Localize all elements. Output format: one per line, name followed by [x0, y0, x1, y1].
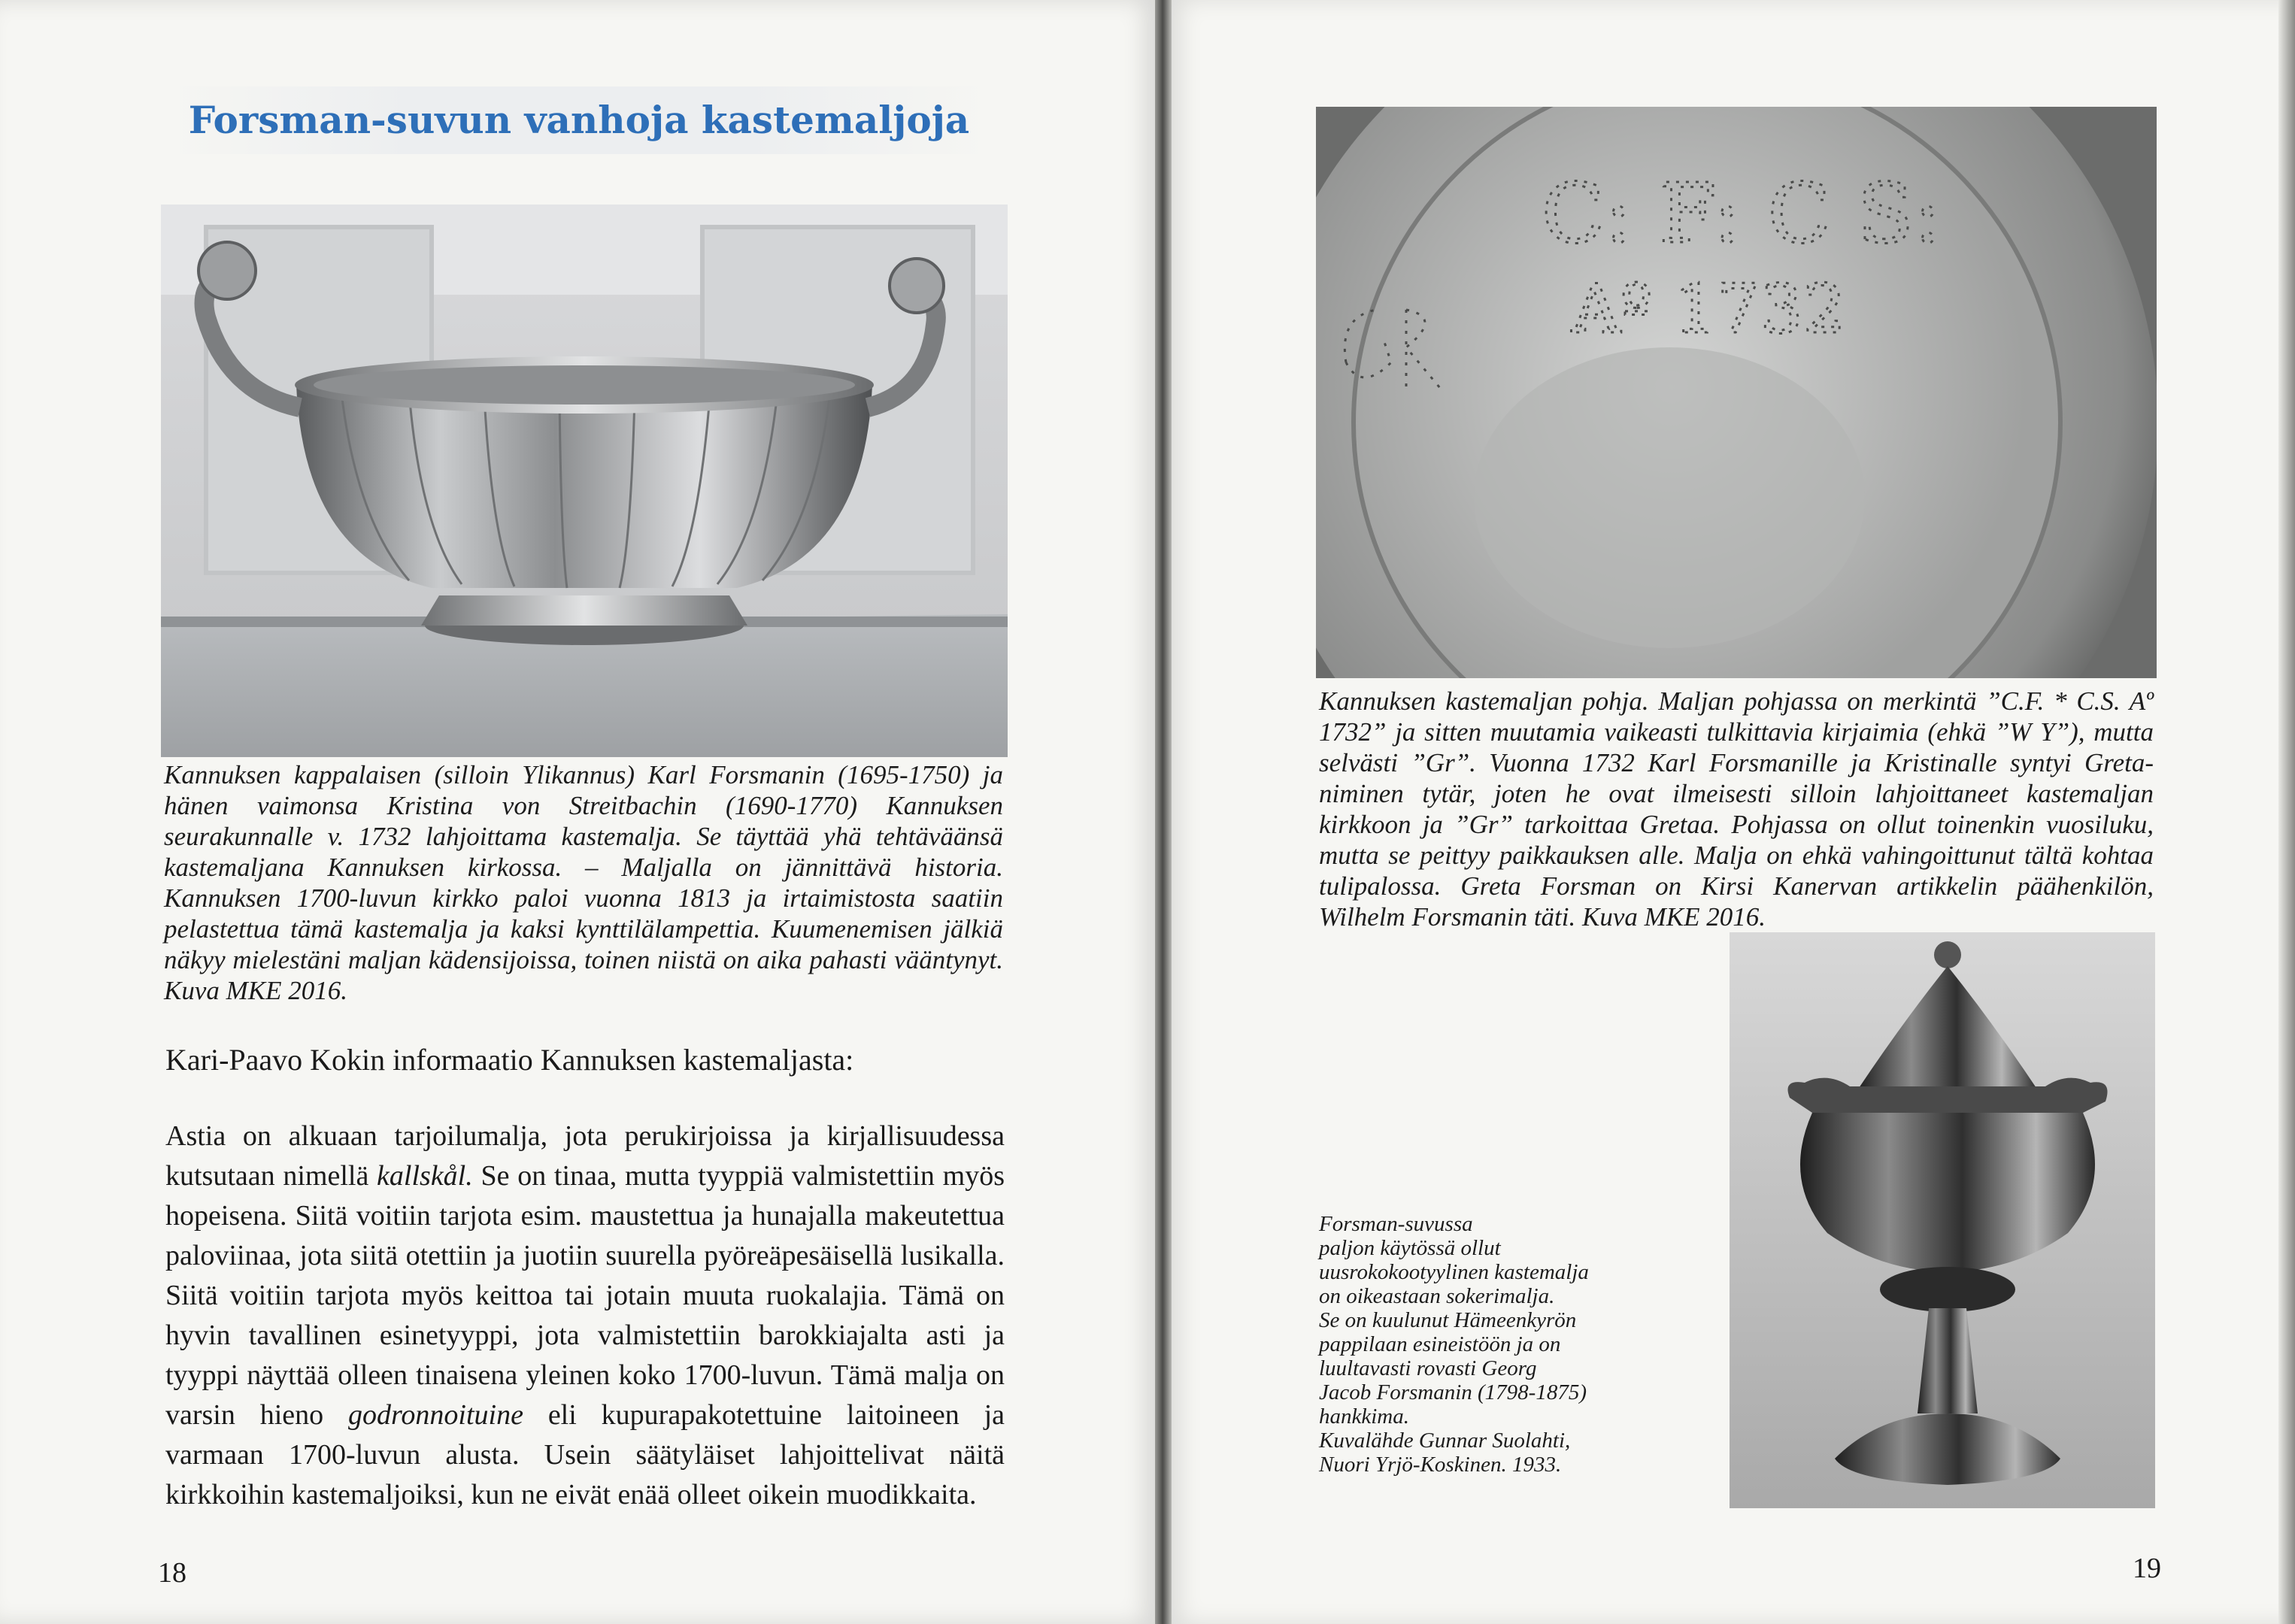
caption-line: pappilaan esineistöön ja on	[1319, 1332, 1561, 1356]
bowl-rim-inner	[314, 365, 855, 404]
caption-line: Kuvalähde Gunnar Suolahti,	[1319, 1429, 1571, 1453]
sugar-bowl-knop	[1880, 1267, 2015, 1312]
left-handle-knob	[199, 242, 256, 299]
caption-line: hankkima.	[1319, 1404, 1409, 1429]
body-text-part3: eli kupurapakotettuine laitoineen ja varmaan 1700-luvun alusta. Usein säätyläiset lahjoittelivat näitä kirkkoihin kastemaljoiksi, kun ne eivät enää olleet oikein muodikkaita.	[165, 1399, 1005, 1510]
body-text-part2: Se on tinaa, mutta tyyppiä valmistettiin myös hopeisena. Siitä voitiin tarjota esim. maustettua ja hunajalla makeutettua paloviinaa, jota siitä otettiin ja juotiin suurella pyöreäpesäisellä lusikalla. Siitä voitiin tarjota myös keittoa tai jotain muuta ruokalajia. Tämä on hyvin tavallinen esinetyyppi, jota valmistettiin barokkiajalta asti ja tyyppi näyttää olleen tinaisena yleinen koko 1700-luvun. Tämä malja on varsin hieno	[165, 1160, 1005, 1431]
repair-patch	[1474, 347, 1865, 648]
caption-line: Nuori Yrjö-Koskinen. 1933.	[1319, 1453, 1562, 1477]
body-text-part1: Astia on alkuaan tarjoilumalja, jota perukirjoissa ja kirjallisuudessa kutsutaan nimellä	[165, 1120, 1005, 1192]
sugar-bowl-caption	[1319, 1212, 1725, 1477]
term-kallskal: kallskål.	[377, 1160, 473, 1192]
baptismal-bowl-photo	[161, 205, 1008, 757]
bowl-body	[296, 385, 872, 588]
caption-line: Jacob Forsmanin (1798-1875)	[1319, 1380, 1587, 1404]
sugar-bowl-photo	[1730, 932, 2155, 1508]
article-title: Forsman-suvun vanhoja kastemaljoja	[165, 86, 993, 154]
right-handle-knob	[890, 259, 944, 313]
bowl-bottom-photo	[1316, 107, 2157, 678]
lid-finial	[1934, 941, 1961, 968]
page-number-left: 18	[158, 1557, 186, 1589]
caption-line: Forsman-suvussa	[1319, 1212, 1473, 1236]
caption-line: Se on kuulunut Hämeenkyrön	[1319, 1308, 1577, 1332]
caption-line: uusrokokootyylinen kastemalja	[1319, 1260, 1589, 1284]
caption-line: paljon käytössä ollut	[1319, 1236, 1501, 1260]
body-paragraph	[165, 1116, 1005, 1515]
page-number-right: 19	[2133, 1553, 2161, 1584]
term-godronnoituine: godronnoituine	[348, 1399, 523, 1431]
bowl-foot	[421, 595, 747, 626]
engraved-year: Aº 1732	[1572, 270, 1846, 349]
caption-line: luultavasti rovasti Georg	[1319, 1356, 1537, 1380]
caption-line: on oikeastaan sokerimalja.	[1319, 1284, 1555, 1308]
book-spine	[1155, 0, 1172, 1624]
bowl-bottom-caption: Kannuksen kastemaljan pohja. Maljan pohjassa on merkintä ”C.F. * C.S. Aº 1732” ja sitten muutamia vaikeasti tulkittavia kirjaimia (ehkä ”W Y”), mutta selvästi ”Gr”. Vuonna 1732 Karl Forsmanille ja Kristinalle syntyi Greta-niminen tytär, joten he ovat ilmeisesti silloin lahjoittaneet kastemaljan kirkkoon ja ”Gr” tarkoittaa Gretaa. Pohjassa on ollut toinenkin vuosiluku, mutta se peittyy paikkauksen alle. Malja on ehkä vahingoittunut tältä kohtaa tulipalossa. Greta Forsman on Kirsi Kanervan artikkelin päähenkilön, Wilhelm Forsmanin täti. Kuva MKE 2016.	[1319, 686, 2154, 932]
info-heading: Kari-Paavo Kokin informaatio Kannuksen kastemaljasta:	[165, 1043, 854, 1077]
bowl-photo-caption: Kannuksen kappalaisen (silloin Ylikannus) Karl Forsmanin (1695-1750) ja hänen vaimonsa Kristina von Streitbachin (1690-1770) Kannuksen seurakunnalle v. 1732 lahjoittama kastemalja. Se täyttää yhä tehtäväänsä kastemaljana Kannuksen kirkossa. – Maljalla on jännittävä historia. Kannuksen 1700-luvun kirkko paloi vuonna 1813 ja irtaimistosta saatiin pelastettua tämä kastemalja ja kaksi kynttilälampettia. Kuumenemisen jälkiä näkyy mielestäni maljan kädensijoissa, toinen niistä on aika pahasti vääntynyt. Kuva MKE 2016.	[164, 760, 1003, 1005]
right-page-edge	[2278, 0, 2295, 1624]
engraved-initials: C: F: C S:	[1542, 165, 1942, 262]
